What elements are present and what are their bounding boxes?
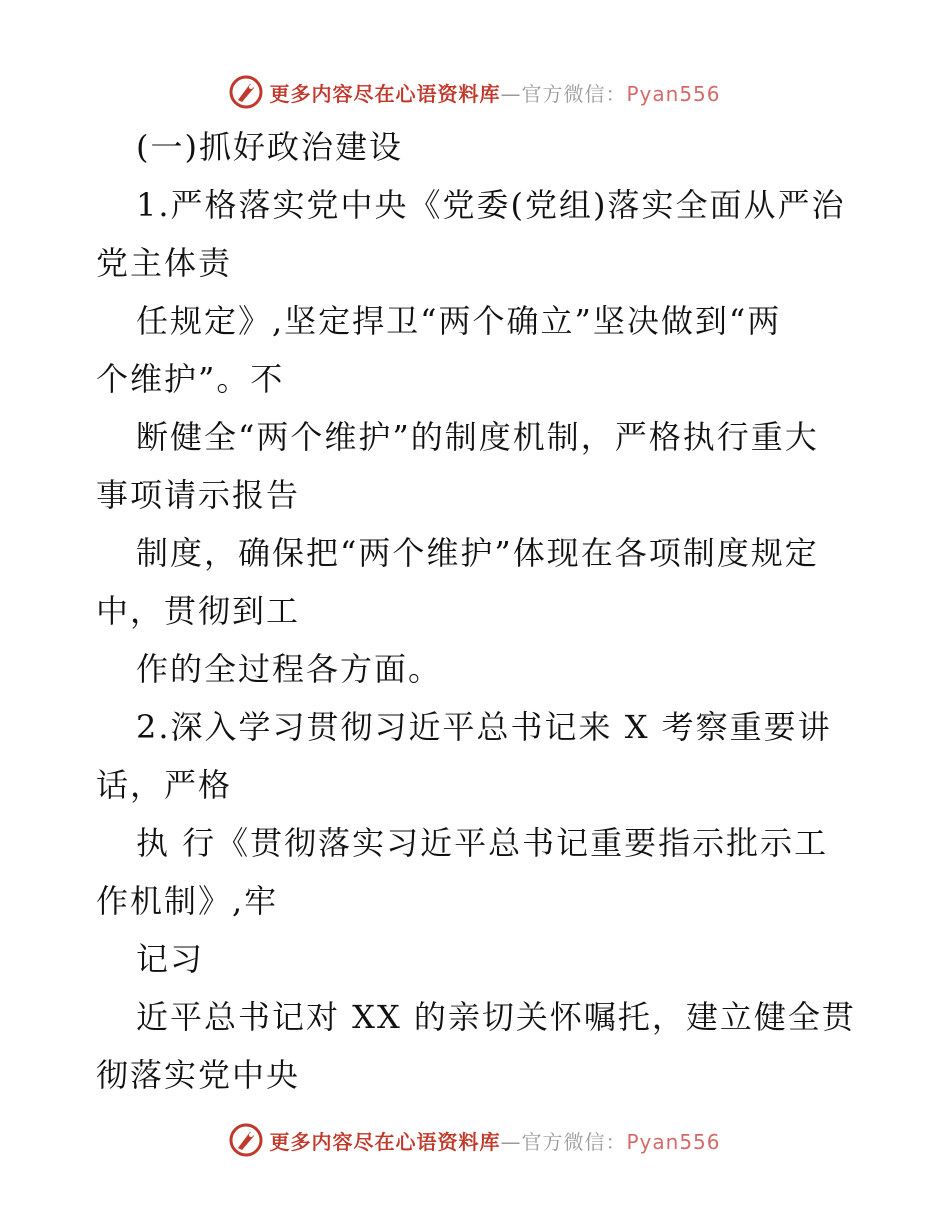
paragraph-line: 2.深入学习贯彻习近平总书记来 X 考察重要讲: [136, 708, 832, 746]
paragraph-line: 执 行《贯彻落实习近平总书记重要指示批示工: [136, 824, 829, 862]
paragraph-line: 近平总书记对 XX 的亲切关怀嘱托，建立健全贯: [136, 998, 856, 1036]
banner-label: 官方微信：: [521, 1129, 627, 1154]
paragraph-line: 事项请示报告: [96, 476, 301, 514]
banner-wechat-id: Pyan556: [626, 1129, 721, 1154]
pen-nib-logo-icon: [229, 1123, 263, 1157]
heading-political-construction: (一)抓好政治建设: [136, 128, 403, 166]
footer-watermark-banner: [0, 1120, 950, 1160]
paragraph-line: 记习: [136, 940, 205, 978]
header-watermark-banner: [0, 72, 950, 112]
paragraph-line: 作机制》,牢: [96, 882, 279, 920]
paragraph-line: 彻落实党中央: [96, 1056, 301, 1094]
banner-dash: —: [500, 81, 522, 106]
pen-nib-logo-icon: [229, 75, 263, 109]
paragraph-line: 作的全过程各方面。: [136, 650, 443, 688]
banner-dash: —: [500, 1129, 522, 1154]
paragraph-line: 中，贯彻到工: [96, 592, 301, 630]
paragraph-line: 个维护”。不: [96, 360, 285, 398]
banner-label: 官方微信：: [521, 81, 627, 106]
banner-brand: 更多内容尽在心语资料库: [269, 1129, 501, 1154]
banner-brand: 更多内容尽在心语资料库: [269, 81, 501, 106]
paragraph-line: 党主体责: [96, 244, 233, 282]
document-body: [96, 118, 856, 1104]
banner-text: [269, 1126, 720, 1155]
paragraph-line: 任规定》,坚定捍卫“两个确立”坚决做到“两: [136, 302, 782, 340]
paragraph-line: 制度，确保把“两个维护”体现在各项制度规定: [136, 534, 819, 572]
paragraph-line: 话，严格: [96, 766, 233, 804]
paragraph-line: 1.严格落实党中央《党委(党组)落实全面从严治: [136, 186, 846, 224]
banner-wechat-id: Pyan556: [626, 81, 721, 106]
paragraph-line: 断健全“两个维护”的制度机制，严格执行重大: [136, 418, 819, 456]
banner-text: [269, 78, 720, 107]
